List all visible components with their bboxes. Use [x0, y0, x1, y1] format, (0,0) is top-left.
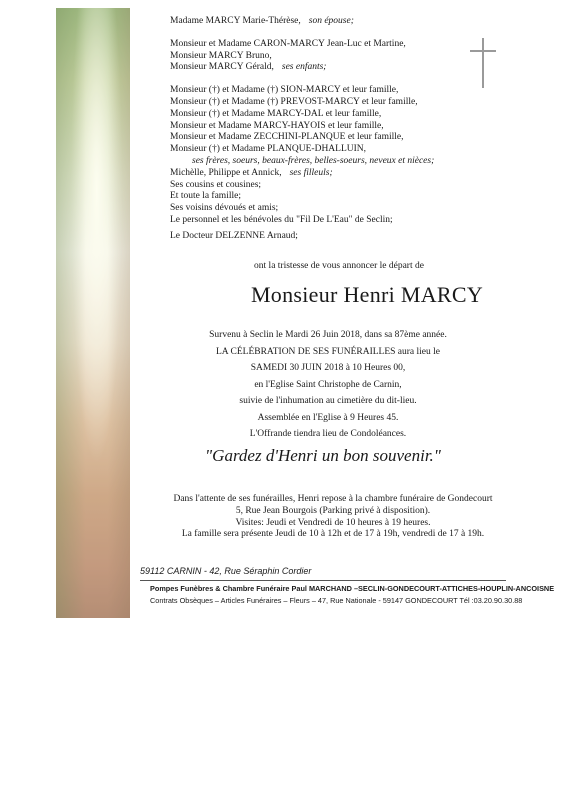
visit-line: Dans l'attente de ses funérailles, Henri repose à la chambre funéraire de Gondecourt — [173, 494, 493, 504]
family-line: Ses cousins et cousines; — [170, 179, 262, 190]
family-line: Monsieur et Madame MARCY-HAYOIS et leur famille, — [170, 120, 384, 131]
family-address: 59112 CARNIN - 42, Rue Séraphin Cordier — [140, 566, 312, 576]
footer-line: Pompes Funèbres & Chambre Funéraire Paul MARCHAND –SECLIN-GONDECOURT-ATTICHES-HOUPLIN-ANCOISNE — [150, 584, 555, 593]
family-line: Madame MARCY Marie-Thérèse, son épouse; — [170, 16, 354, 26]
family-line: Ses voisins dévoués et amis; — [170, 203, 279, 214]
detail-line: Assemblée en l'Eglise à 9 Heures 45. — [257, 412, 399, 423]
detail-line: L'Offrande tiendra lieu de Condoléances. — [249, 429, 407, 439]
detail-line: Survenu à Seclin le Mardi 26 Juin 2018, dans sa 87ème année. — [209, 330, 447, 340]
family-line: Monsieur et Madame ZECCHINI-PLANQUE et leur famille, — [170, 132, 404, 143]
detail-line: LA CÉLÉBRATION DE SES FUNÉRAILLES aura lieu le — [215, 346, 441, 357]
family-line: Le Docteur DELZENNE Arnaud; — [170, 230, 298, 241]
family-line: Monsieur (†) et Madame (†) PREVOST-MARCY et leur famille, — [170, 96, 418, 107]
family-line: Et toute la famille; — [170, 191, 241, 202]
detail-line: suivie de l'inhumation au cimetière du dit-lieu. — [239, 396, 417, 406]
cross-icon — [470, 38, 496, 88]
family-line: ses frères, soeurs, beaux-frères, belles-soeurs, neveux et nièces; — [192, 155, 435, 166]
divider — [140, 580, 506, 581]
family-line: Monsieur et Madame CARON-MARCY Jean-Luc et Martine, — [170, 38, 406, 49]
footer-line: Contrats Obsèques – Articles Funéraires – Fleurs – 47, Rue Nationale - 59147 GONDECOURT Tél :03.20.90.30.88 — [150, 596, 523, 605]
visitation-info — [0, 494, 566, 541]
family-line: Monsieur (†) et Madame MARCY-DAL et leur famille, — [170, 108, 382, 119]
family-line: Monsieur (†) et Madame PLANQUE-DHALLUIN, — [170, 144, 367, 155]
memorial-quote: "Gardez d'Henri un bon souvenir." — [205, 446, 441, 465]
family-line: Monsieur MARCY Bruno, — [170, 50, 272, 61]
visit-line: La famille sera présente Jeudi de 10 à 12h et de 17 à 19h, vendredi de 17 à 19h. — [181, 529, 485, 540]
funeral-home-footer — [150, 583, 554, 607]
family-list — [170, 16, 470, 243]
visit-line: Visites: Jeudi et Vendredi de 10 heures à 19 heures. — [235, 517, 431, 528]
ceremony-details — [0, 327, 566, 443]
detail-line: SAMEDI 30 JUIN 2018 à 10 Heures 00, — [250, 363, 406, 373]
family-line: Michèlle, Philippe et Annick, ses filleuls; — [170, 167, 333, 178]
detail-line: en l'Eglise Saint Christophe de Carnin, — [254, 379, 402, 390]
family-line: Monsieur (†) et Madame (†) SION-MARCY et leur famille, — [170, 85, 399, 96]
family-line: Le personnel et les bénévoles du "Fil De L'Eau" de Seclin; — [170, 214, 393, 225]
visit-line: 5, Rue Jean Bourgois (Parking privé à disposition). — [235, 505, 431, 516]
deceased-name: Monsieur Henri MARCY — [250, 282, 484, 307]
family-line: Monsieur MARCY Gérald, ses enfants; — [170, 62, 327, 73]
announce-text: ont la tristesse de vous annoncer le départ de — [254, 261, 424, 271]
